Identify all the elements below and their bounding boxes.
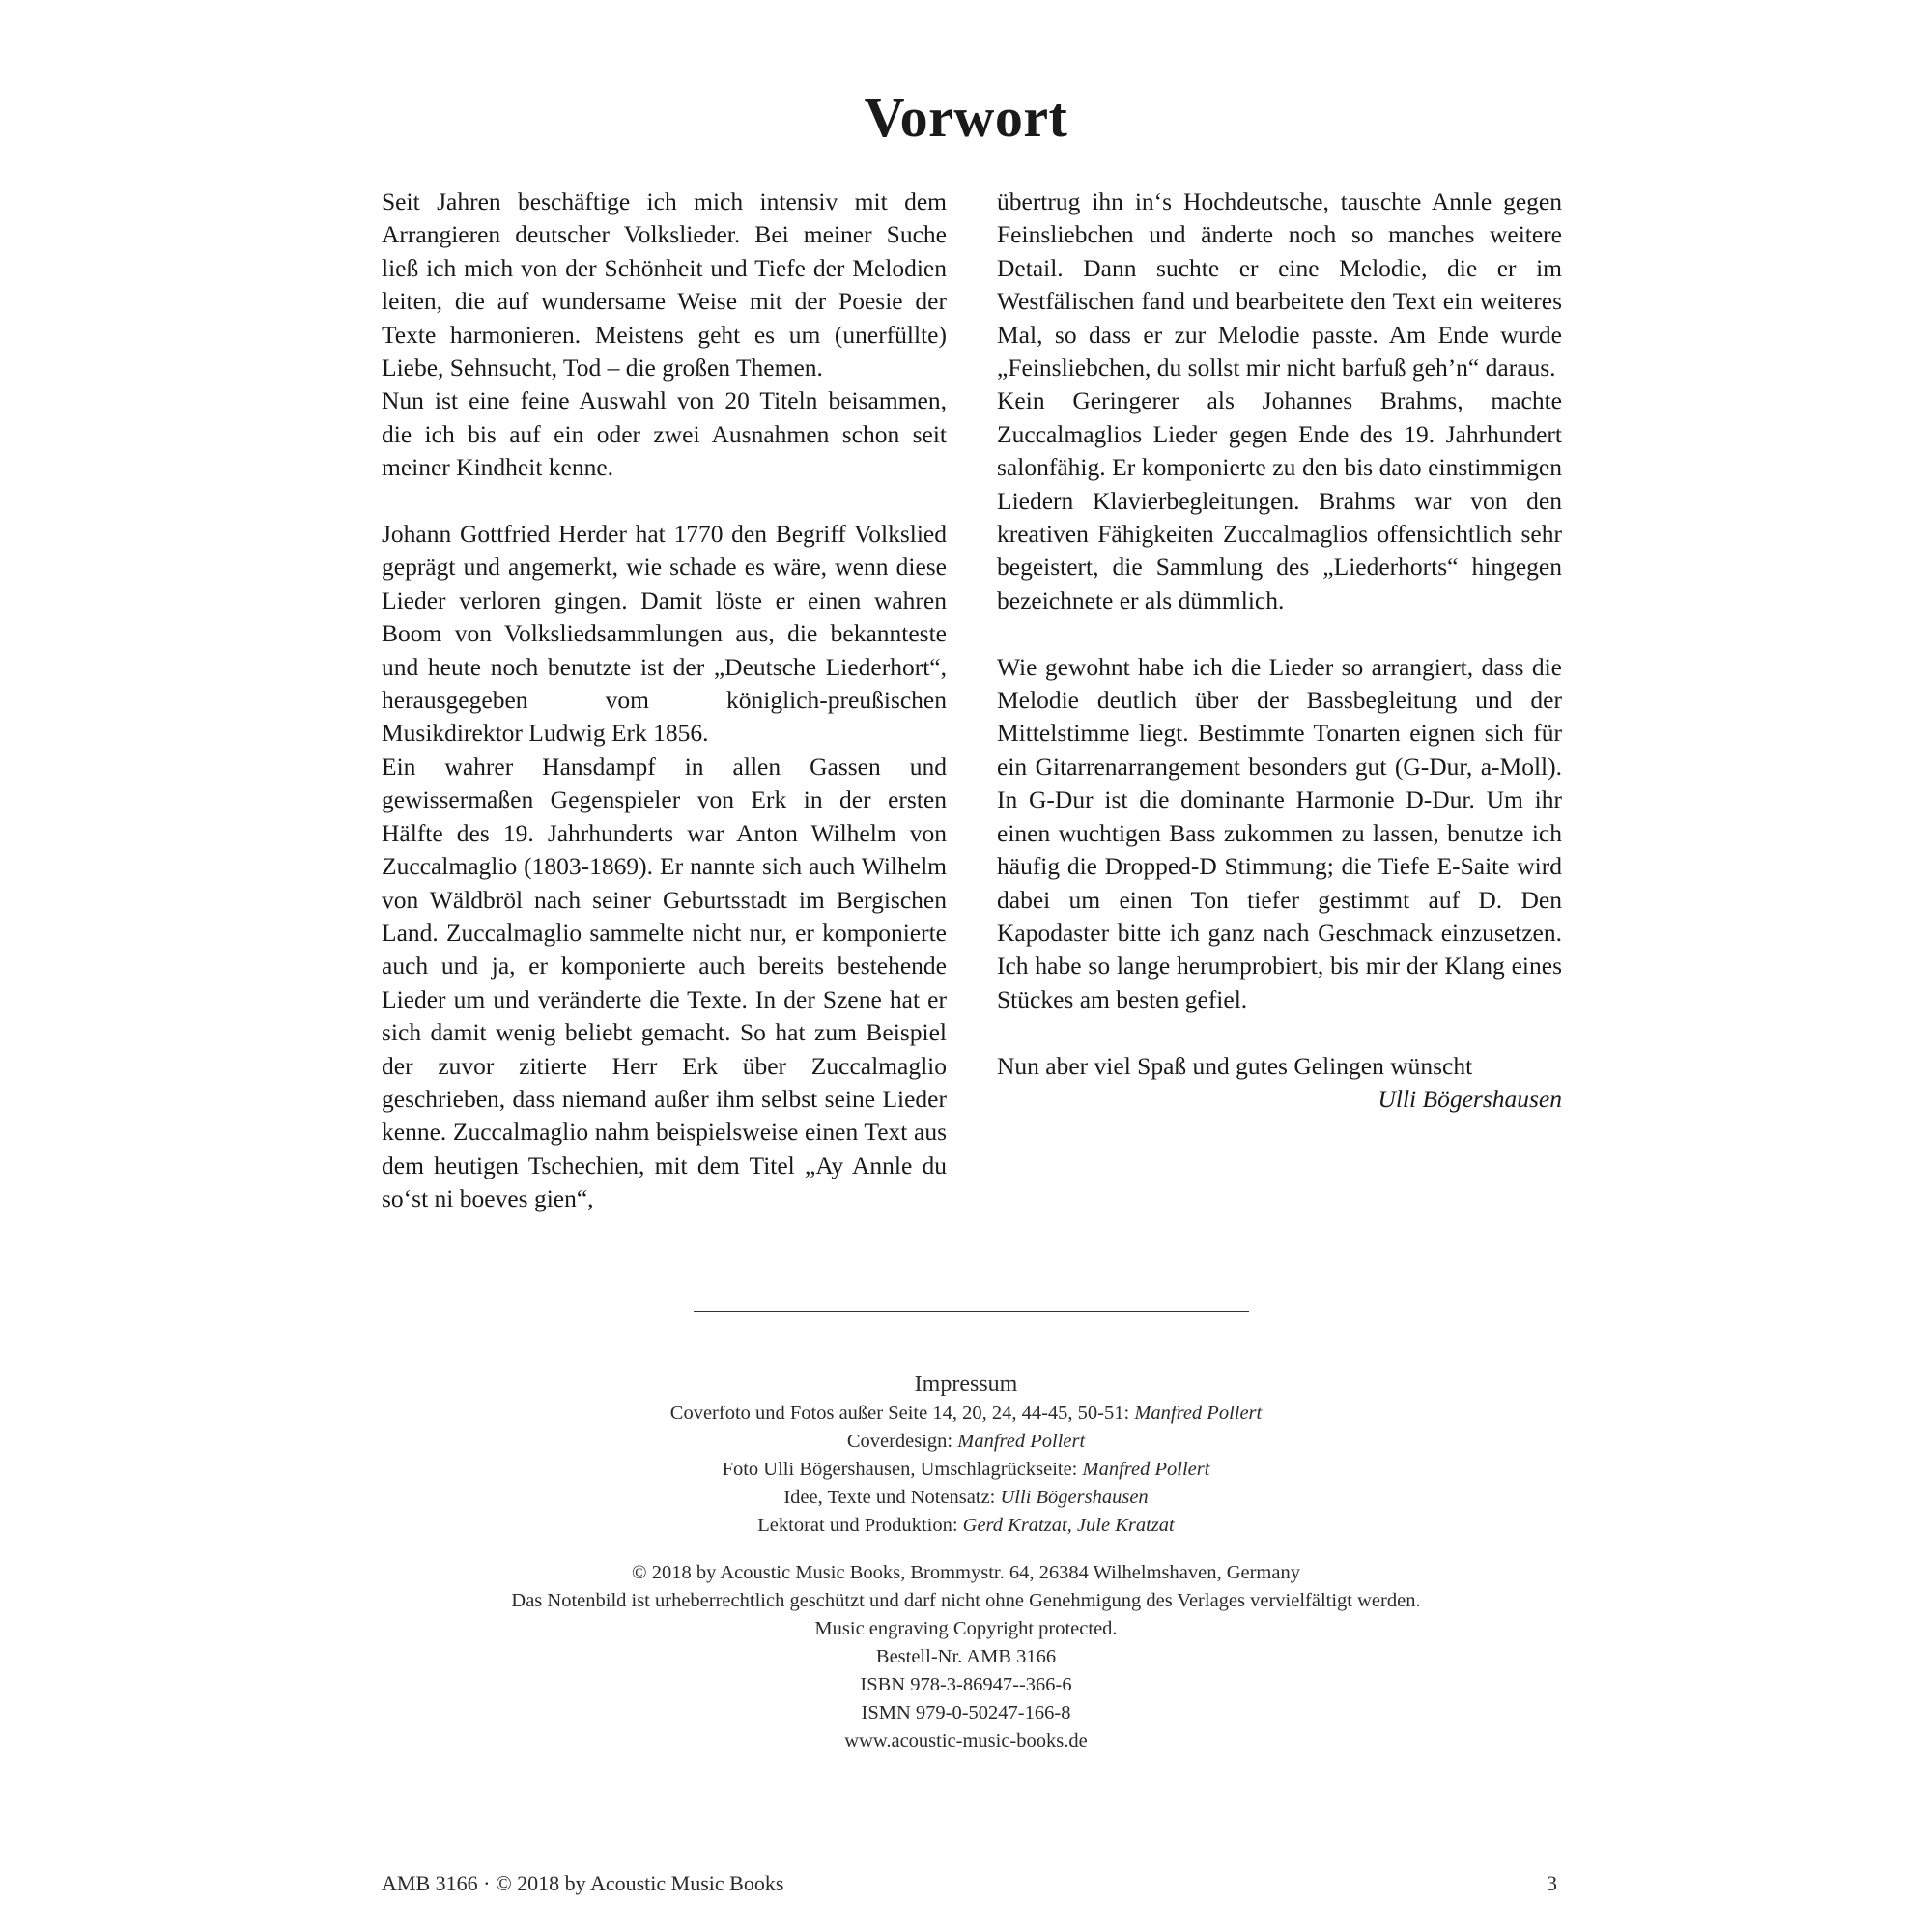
footer-copyright: AMB 3166 · © 2018 by Acoustic Music Books (382, 1871, 784, 1895)
paragraph: Kein Geringerer als Johannes Brahms, machte Zuccalmaglios Lieder gegen Ende des 19. Jahrhundert salonfähig. Er komponierte zu den bis dato einstimmigen Liedern Klavierbegleitungen. Brahms war von den kreativen Fähigkeiten Zuccalmaglios offensichtlich sehr begeistert, die Sammlung des „Liederhorts“ hingegen bezeichnete er als dümmlich. (997, 386, 1562, 614)
engraving-notice: Music engraving Copyright protected. (814, 1618, 1118, 1639)
copyright-notice: Das Notenbild ist urheberrechtlich geschützt und darf nicht ohne Genehmigung des Verlages vervielfältigt werden. (511, 1590, 1421, 1611)
order-number: Bestell-Nr. AMB 3166 (875, 1646, 1057, 1667)
credit-line: Coverfoto und Fotos außer Seite 14, 20, 24, 44-45, 50-51: Manfred Pollert (669, 1403, 1263, 1424)
page-title: Vorwort (864, 86, 1068, 149)
ismn: ISMN 979-0-50247-166-8 (861, 1702, 1071, 1723)
credit-line: Foto Ulli Bögershausen, Umschlagrückseite: Manfred Pollert (722, 1459, 1210, 1480)
divider (694, 1311, 1249, 1312)
paragraph: Johann Gottfried Herder hat 1770 den Begriff Volkslied geprägt und angemerkt, wie schade es wäre, wenn diese Lieder verloren gingen. Damit löste er einen wahren Boom von Volksliedsammlungen aus, die bekannteste und heute noch benutzte ist der „Deutsche Liederhort“, herausgegeben vom königlich-preußischen Musikdirektor Ludwig Erk 1856. (382, 520, 947, 748)
paragraph: Ein wahrer Hansdampf in allen Gassen und gewissermaßen Gegenspieler von Erk in der ersten Hälfte des 19. Jahrhunderts war Anton Wilhelm von Zuccalmaglio (1803-1869). Er nannte sich auch Wilhelm von Wäldbröl nach seiner Geburtsstadt im Bergischen Land. Zuccalmaglio sammelte nicht nur, er komponierte auch und ja, er komponierte auch bereits bestehende Lieder um und veränderte die Texte. In der Szene hat er sich damit wenig beliebt gemacht. So hat zum Beispiel der zuvor zitierte Herr Erk über Zuccalmaglio geschrieben, dass niemand außer ihm selbst seine Lieder kenne. Zuccalmaglio nahm beispielsweise einen Text aus dem heutigen Tschechien, mit dem Titel „Ay Annle du so‘st ni boeves gien“, (382, 752, 947, 1213)
impressum-heading: Impressum (914, 1372, 1018, 1397)
page-number: 3 (1547, 1871, 1557, 1895)
isbn: ISBN 978-3-86947--366-6 (860, 1674, 1072, 1695)
website-link[interactable]: www.acoustic-music-books.de (844, 1730, 1088, 1751)
credit-line: Lektorat und Produktion: Gerd Kratzat, Jule Kratzat (757, 1515, 1175, 1536)
copyright-line: © 2018 by Acoustic Music Books, Brommystr. 64, 26384 Wilhelmshaven, Germany (632, 1562, 1300, 1583)
paragraph: Nun ist eine feine Auswahl von 20 Titeln beisammen, die ich bis auf ein oder zwei Ausnahmen schon seit meiner Kindheit kenne. (382, 386, 947, 482)
right-column (997, 185, 1562, 1116)
closing-line: Nun aber viel Spaß und gutes Gelingen wünscht (997, 1051, 1473, 1080)
credit-line: Idee, Texte und Notensatz: Ulli Bögershausen (783, 1487, 1149, 1508)
left-column (382, 185, 947, 1216)
impressum (0, 1370, 1932, 1755)
paragraph: Seit Jahren beschäftige ich mich intensiv mit dem Arrangieren deutscher Volkslieder. Bei meiner Suche ließ ich mich von der Schönheit und Tiefe der Melodien leiten, die auf wundersame Weise mit der Poesie der Texte harmonieren. Meistens geht es um (unerfüllte) Liebe, Sehnsucht, Tod – die großen Themen. (382, 187, 947, 383)
paragraph: übertrug ihn in‘s Hochdeutsche, tauschte Annle gegen Feinsliebchen und änderte noch so manches weitere Detail. Dann suchte er eine Melodie, die er im Westfälischen fand und bearbeitete den Text ein weiteres Mal, so dass er zur Melodie passte. Am Ende wurde „Feinsliebchen, du sollst mir nicht barfuß geh’n“ daraus. (997, 187, 1562, 383)
publisher-info (0, 1559, 1932, 1755)
credit-line: Coverdesign: Manfred Pollert (846, 1431, 1086, 1452)
author-signature: Ulli Bögershausen (1378, 1084, 1562, 1113)
paragraph: Wie gewohnt habe ich die Lieder so arrangiert, dass die Melodie deutlich über der Bassbegleitung und der Mittelstimme liegt. Bestimmte Tonarten eignen sich für ein Gitarrenarrangement besonders gut (G-Dur, a-Moll). In G-Dur ist die dominante Harmonie D-Dur. Um ihr einen wuchtigen Bass zukommen zu lassen, benutze ich häufig die Dropped-D Stimmung; die Tiefe E-Saite wird dabei um einen Ton tiefer gestimmt auf D. Den Kapodaster bitte ich ganz nach Geschmack einzusetzen. Ich habe so lange herumprobiert, bis mir der Klang eines Stückes am besten gefiel. (997, 652, 1562, 1013)
